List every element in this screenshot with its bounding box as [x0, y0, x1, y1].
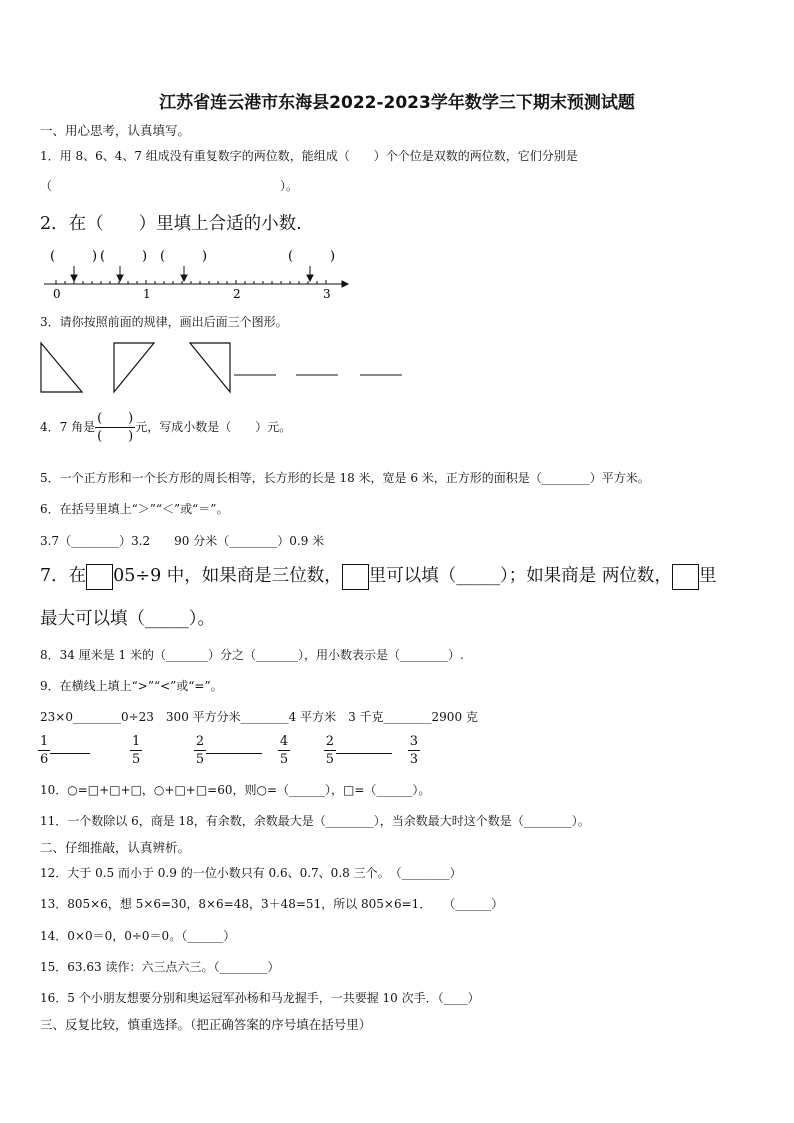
- question-13-text: 13．805×6，想 5×6=30，8×6=48，3＋48=51，所以 805×6=1． （______）: [40, 897, 504, 911]
- number-line-axis: [44, 280, 348, 287]
- tick-label-3: 3: [323, 287, 331, 301]
- question-7-part-a: 7．在: [40, 566, 87, 586]
- question-4: [40, 404, 291, 450]
- triangle-pattern-figure: [38, 340, 408, 396]
- fraction-3-3: $\frac{3}{3}$: [409, 734, 418, 767]
- tick-label-2: 2: [233, 287, 241, 301]
- fraction-4-5: $\frac{4}{5}$: [279, 734, 289, 767]
- question-11-text: 11．一个数除以 6，商是 18，有余数，余数最大是（________），当余数最大时这个数是（________）。: [40, 814, 590, 828]
- fraction-numerator: ( ): [97, 411, 134, 426]
- tick-label-1: 1: [143, 287, 151, 301]
- question-7-line2: 最大可以填（_____）。: [40, 609, 215, 629]
- number-line-figure: [38, 244, 358, 302]
- question-15-text: 15．63.63 读作：六三点六三。（________）: [40, 960, 280, 974]
- question-12-text: 12．大于 0.5 而小于 0.9 的一位小数只有 0.6、0.7、0.8 三个。 （________）: [40, 866, 462, 880]
- bracket-4-open: (: [288, 249, 294, 264]
- question-1-line2: （ ）。: [40, 179, 299, 193]
- question-6-sub: 3.7（________）3.2 90 分米（________）0.9 米: [40, 534, 325, 548]
- question-3-text: 3．请你按照前面的规律，画出后面三个图形。: [40, 315, 288, 329]
- compare-blank-3[interactable]: [336, 753, 392, 754]
- bracket-3-open: (: [160, 249, 166, 264]
- question-7-part-b: 05÷9 中，如果商是三位数，: [113, 566, 342, 586]
- question-2-text: 2．在（ ）里填上合适的小数.: [40, 214, 302, 234]
- question-7-line1: [40, 562, 716, 590]
- section-three-heading: 三、反复比较，慎重选择。（把正确答案的序号填在括号里）: [40, 1017, 372, 1032]
- question-8-text: 8．34 厘米是 1 米的（_______）分之（_______），用小数表示是（________）.: [40, 648, 464, 662]
- question-10-text: 10．○=□+□+□，○+□+□=60，则○=（______），□=（______）。: [40, 783, 431, 797]
- triangle-3: [190, 343, 230, 392]
- bracket-3-close: ): [202, 249, 208, 264]
- bracket-4-close: ): [330, 249, 336, 264]
- triangle-2: [114, 343, 154, 392]
- answer-box-2[interactable]: [342, 564, 369, 590]
- question-5-text: 5．一个正方形和一个长方形的周长相等，长方形的长是 18 米，宽是 6 米，正方形的面积是（________）平方米。: [40, 471, 650, 485]
- question-14-text: 14．0×0＝0，0÷0＝0。（______）: [40, 929, 236, 943]
- fraction-2-5b: $\frac{2}{5}$: [325, 734, 335, 767]
- question-9-fraction-row: [38, 734, 420, 767]
- triangle-1: [41, 343, 82, 392]
- question-9-row1: 23×0________0÷23 300 平方分米________4 平方米 3 千克________2900 克: [40, 710, 478, 724]
- bracket-2-close: ): [142, 249, 148, 264]
- fraction-denominator: ( ): [97, 429, 134, 444]
- page-title: 江苏省连云港市东海县2022-2023学年数学三下期末预测试题: [159, 93, 635, 113]
- question-4-fraction: [95, 411, 135, 444]
- bracket-2-open: (: [100, 249, 106, 264]
- tick-label-0: 0: [53, 287, 61, 301]
- question-9-text: 9．在横线上填上“>”“<”或“=”。: [40, 679, 223, 693]
- section-two-heading: 二、仔细推敲，认真辨析。: [40, 840, 191, 855]
- compare-blank-1[interactable]: [50, 753, 90, 754]
- question-4-prefix: 4．7 角是: [40, 420, 96, 434]
- answer-box-1[interactable]: [86, 564, 113, 590]
- fraction-2-5: $\frac{2}{5}$: [195, 734, 205, 767]
- question-7-part-d: 里: [698, 566, 717, 586]
- compare-blank-2[interactable]: [206, 753, 262, 754]
- bracket-1-open: (: [50, 249, 56, 264]
- question-1-line1: 1．用 8、6、4、7 组成没有重复数字的两位数，能组成（ ）个个位是双数的两位数，它们分别是: [40, 149, 578, 163]
- fraction-1-6: $\frac{1}{6}$: [40, 734, 49, 767]
- arrow-marks: [71, 266, 313, 281]
- question-6-text: 6．在括号里填上“＞”“＜”或“＝”。: [40, 502, 229, 516]
- bracket-1-close: ): [92, 249, 98, 264]
- answer-box-3[interactable]: [672, 564, 699, 590]
- question-16-text: 16．5 个小朋友想要分别和奥运冠军孙杨和马龙握手，一共要握 10 次手．（____）: [40, 991, 480, 1005]
- fraction-1-5: $\frac{1}{5}$: [131, 734, 141, 767]
- question-4-suffix: 元，写成小数是（ ）元。: [135, 420, 292, 434]
- section-one-heading: 一、用心思考，认真填写。: [40, 123, 191, 138]
- question-7-part-c: 里可以填（_____）；如果商是 两位数，: [368, 566, 672, 586]
